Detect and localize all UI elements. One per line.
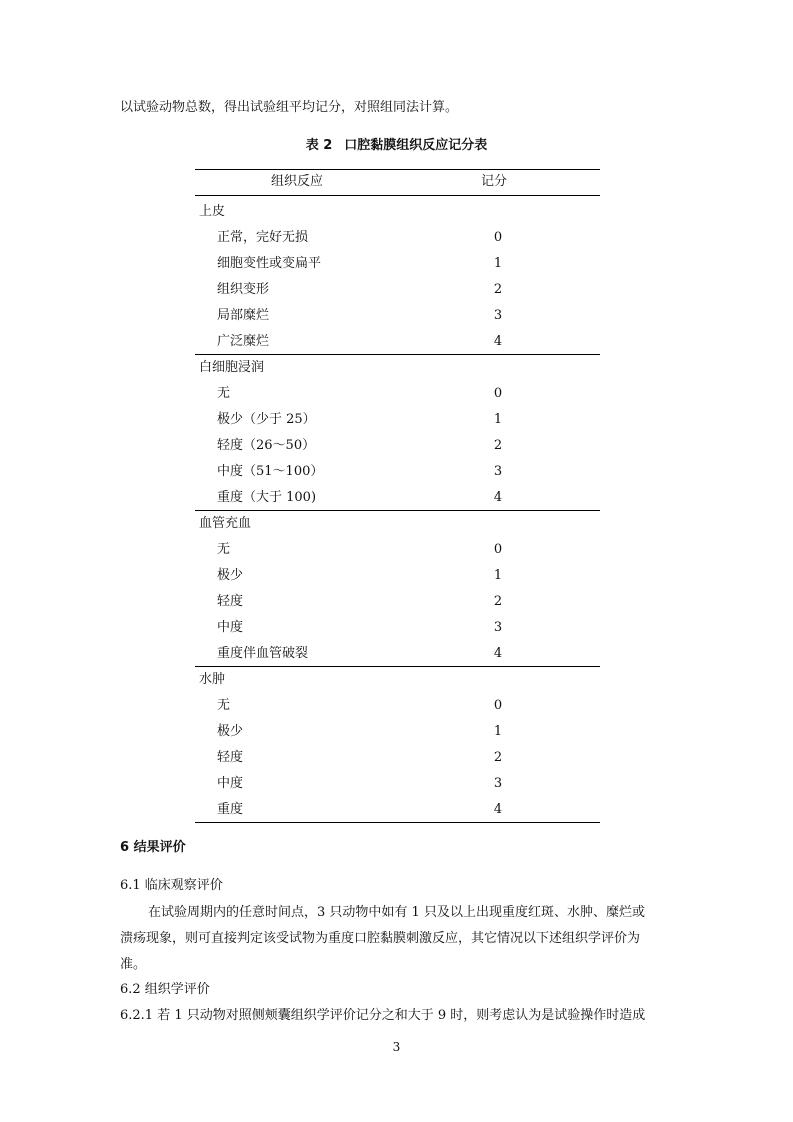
table-caption-title: 口腔黏膜组织反应记分表 [344, 138, 488, 153]
table-row-label: 极少（少于 25） [217, 412, 316, 427]
table-row-label: 局部糜烂 [217, 308, 270, 323]
section-6-1-line-3: 准。 [120, 957, 147, 972]
table-row-label: 重度（大于 100) [217, 490, 317, 505]
table-row-label: 组织变形 [217, 282, 270, 297]
table-row-score: 0 [493, 542, 503, 557]
table-row-score: 1 [493, 256, 503, 271]
header-rule [195, 195, 600, 196]
header-score: 记分 [481, 174, 508, 189]
section-6-1-heading: 6.1 临床观察评价 [120, 878, 223, 893]
table-row-score: 2 [493, 750, 503, 765]
table-row-score: 4 [493, 334, 503, 349]
table-row-score: 1 [493, 412, 503, 427]
table-row-score: 2 [493, 438, 503, 453]
table-row-label: 正常，完好无损 [217, 230, 309, 245]
section-6-1-line-2: 溃疡现象，则可直接判定该受试物为重度口腔黏膜刺激反应，其它情况以下述组织学评价为 [120, 931, 641, 946]
table-row-label: 广泛糜烂 [217, 334, 270, 349]
table-row-label: 中度 [217, 776, 244, 791]
group-divider-rule [195, 510, 600, 511]
table-row-label: 极少 [217, 724, 244, 739]
table-row-label: 重度 [217, 802, 244, 817]
table-row-score: 0 [493, 386, 503, 401]
table-caption-number: 表 2 [305, 138, 333, 153]
table-row-score: 3 [493, 308, 503, 323]
table-row-score: 2 [493, 594, 503, 609]
table-row-label: 中度 [217, 620, 244, 635]
table-row-score: 3 [493, 620, 503, 635]
table-row-label: 重度伴血管破裂 [217, 646, 309, 661]
table-row-label: 无 [217, 542, 231, 557]
table-row-label: 轻度 [217, 750, 244, 765]
intro-text: 以试验动物总数，得出试验组平均记分，对照组同法计算。 [120, 100, 459, 115]
table-caption [0, 134, 793, 153]
table-row-score: 1 [493, 724, 503, 739]
table-group-label: 血管充血 [199, 516, 252, 531]
table-row-score: 3 [493, 776, 503, 791]
table-row-label: 无 [217, 698, 231, 713]
table-row-score: 4 [493, 802, 503, 817]
table-row-score: 3 [493, 464, 503, 479]
table-group-label: 水肿 [199, 672, 226, 687]
table-row-score: 2 [493, 282, 503, 297]
section-6-heading: 6 结果评价 [120, 840, 186, 855]
table-row-label: 中度（51～100） [217, 464, 324, 479]
group-divider-rule [195, 666, 600, 667]
table-row-score: 0 [493, 698, 503, 713]
section-6-2-1-line-1: 6.2.1 若 1 只动物对照侧颊囊组织学评价记分之和大于 9 时，则考虑认为是试验操作时造成 [120, 1008, 646, 1023]
table-row-label: 轻度 [217, 594, 244, 609]
table-row-score: 1 [493, 568, 503, 583]
table-row-label: 极少 [217, 568, 244, 583]
table-group-label: 上皮 [199, 204, 226, 219]
section-6-2-heading: 6.2 组织学评价 [120, 982, 210, 997]
table-bottom-rule [195, 822, 600, 823]
table-row-label: 轻度（26～50） [217, 438, 316, 453]
table-row-label: 无 [217, 386, 231, 401]
table-group-label: 白细胞浸润 [199, 360, 265, 375]
table-row-score: 4 [493, 490, 503, 505]
page-number: 3 [392, 1040, 401, 1054]
table-row-score: 0 [493, 230, 503, 245]
section-6-1-line-1: 在试验周期内的任意时间点，3 只动物中如有 1 只及以上出现重度红斑、水肿、糜烂或 [148, 905, 645, 920]
table-row-label: 细胞变性或变扁平 [217, 256, 322, 271]
table-top-rule [195, 169, 600, 170]
header-reaction: 组织反应 [271, 174, 324, 189]
table-row-score: 4 [493, 646, 503, 661]
